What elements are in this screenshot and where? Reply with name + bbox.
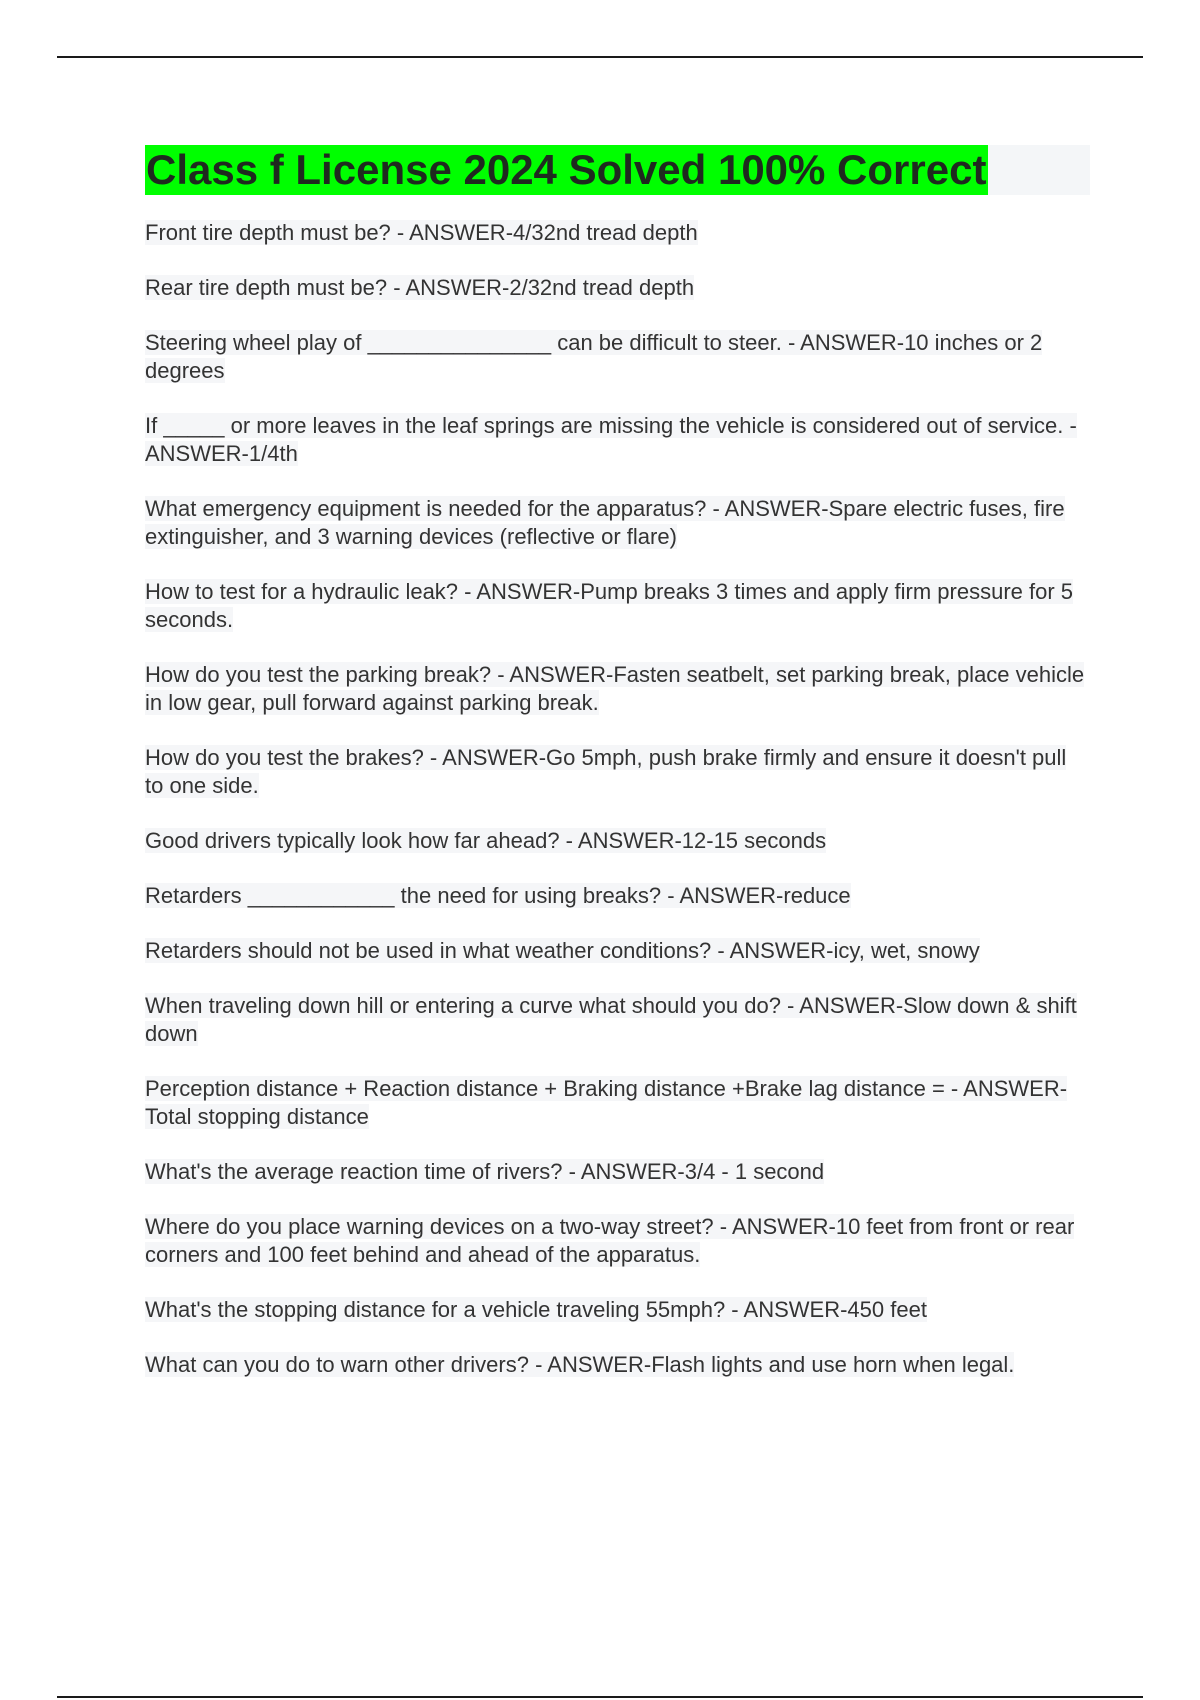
qa-item	[145, 1213, 1090, 1269]
qa-item	[145, 937, 1090, 965]
qa-text: How do you test the brakes? - ANSWER-Go 5mph, push brake firmly and ensure it doesn't pull to one side.	[145, 745, 1067, 798]
qa-item	[145, 1296, 1090, 1324]
qa-item	[145, 329, 1090, 385]
qa-item	[145, 882, 1090, 910]
qa-text: Front tire depth must be? - ANSWER-4/32nd tread depth	[145, 220, 698, 245]
qa-item	[145, 661, 1090, 717]
qa-item	[145, 1158, 1090, 1186]
qa-item	[145, 274, 1090, 302]
qa-item	[145, 578, 1090, 634]
qa-item	[145, 992, 1090, 1048]
qa-text: Steering wheel play of _______________ can be difficult to steer. - ANSWER-10 inches or 2 degrees	[145, 330, 1043, 383]
header-rule	[57, 56, 1143, 58]
document-body	[145, 145, 1090, 1406]
qa-text: Perception distance + Reaction distance + Braking distance +Brake lag distance = - ANSWER-Total stopping distance	[145, 1076, 1068, 1129]
footer-rule	[57, 1696, 1143, 1698]
qa-text: How to test for a hydraulic leak? - ANSWER-Pump breaks 3 times and apply firm pressure for 5 seconds.	[145, 579, 1074, 632]
qa-item	[145, 219, 1090, 247]
qa-item	[145, 1351, 1090, 1379]
qa-text: Where do you place warning devices on a two-way street? - ANSWER-10 feet from front or rear corners and 100 feet behind and ahead of the apparatus.	[145, 1214, 1075, 1267]
qa-text: Retarders ____________ the need for using breaks? - ANSWER-reduce	[145, 883, 851, 908]
title-bar	[145, 145, 1090, 195]
qa-text: Good drivers typically look how far ahead? - ANSWER-12-15 seconds	[145, 828, 827, 853]
qa-text: What emergency equipment is needed for the apparatus? - ANSWER-Spare electric fuses, fire extinguisher, and 3 warning devices (reflective or flare)	[145, 496, 1065, 549]
qa-text: What can you do to warn other drivers? - ANSWER-Flash lights and use horn when legal.	[145, 1352, 1015, 1377]
document-title: Class f License 2024 Solved 100% Correct	[146, 146, 987, 193]
qa-item	[145, 1075, 1090, 1131]
qa-item	[145, 827, 1090, 855]
qa-text: When traveling down hill or entering a curve what should you do? - ANSWER-Slow down & shift down	[145, 993, 1077, 1046]
qa-item	[145, 744, 1090, 800]
qa-text: How do you test the parking break? - ANSWER-Fasten seatbelt, set parking break, place vehicle in low gear, pull forward against parking break.	[145, 662, 1085, 715]
qa-text: What's the average reaction time of rivers? - ANSWER-3/4 - 1 second	[145, 1159, 825, 1184]
qa-text: Retarders should not be used in what weather conditions? - ANSWER-icy, wet, snowy	[145, 938, 980, 963]
qa-text: What's the stopping distance for a vehicle traveling 55mph? - ANSWER-450 feet	[145, 1297, 927, 1322]
qa-list	[145, 219, 1090, 1379]
qa-item	[145, 495, 1090, 551]
qa-text: Rear tire depth must be? - ANSWER-2/32nd tread depth	[145, 275, 695, 300]
qa-text: If _____ or more leaves in the leaf springs are missing the vehicle is considered out of service. - ANSWER-1/4th	[145, 413, 1077, 466]
qa-item	[145, 412, 1090, 468]
